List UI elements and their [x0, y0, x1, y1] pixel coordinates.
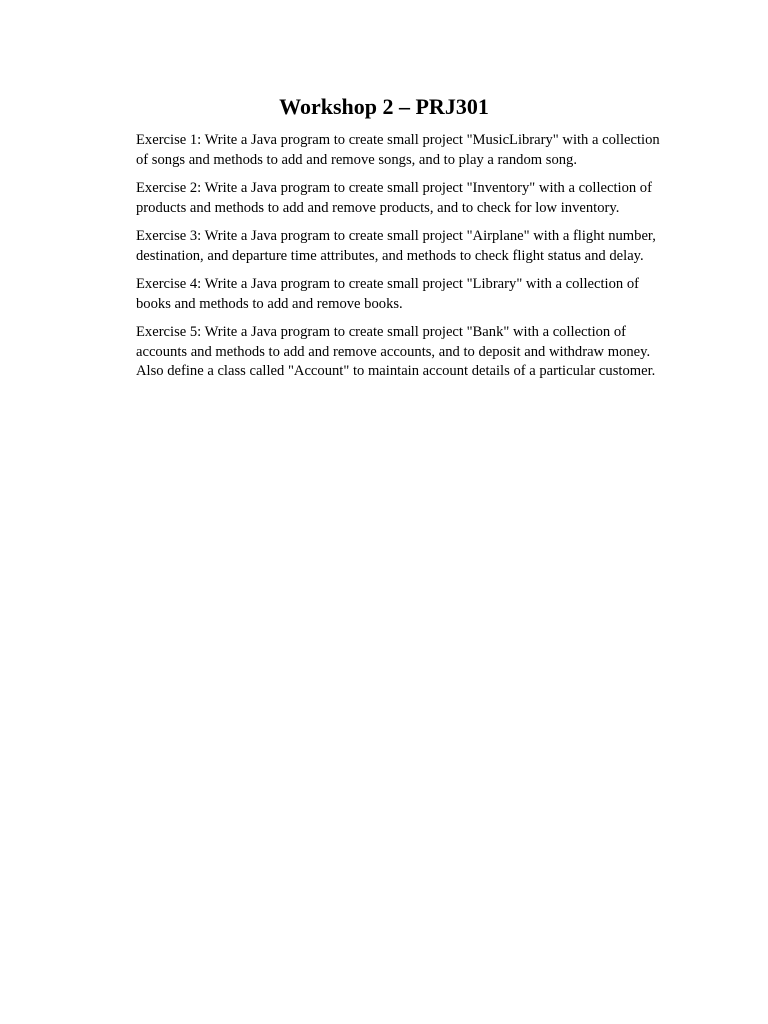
exercise-5-line-3: Also define a class called "Account" to maintain account details of a particular customer. [136, 363, 656, 379]
page-title: Workshop 2 – PRJ301 [279, 94, 489, 119]
exercise-3-line-1: Exercise 3: Write a Java program to create small project "Airplane" with a flight number, [136, 228, 656, 244]
exercise-5-line-2: accounts and methods to add and remove accounts, and to deposit and withdraw money. [136, 343, 651, 360]
exercise-5 [136, 323, 696, 382]
exercise-3 [136, 227, 696, 266]
exercise-4-line-2: books and methods to add and remove books. [136, 295, 403, 312]
exercise-2-line-2: products and methods to add and remove products, and to check for low inventory. [136, 199, 620, 216]
exercise-1-line-2: of songs and methods to add and remove songs, and to play a random song. [136, 151, 577, 168]
exercise-1-line-1: Exercise 1: Write a Java program to create small project "MusicLibrary" with a collection [136, 132, 660, 148]
exercise-5-line-1: Exercise 5: Write a Java program to create small project "Bank" with a collection of [136, 324, 627, 340]
exercise-3-line-2: destination, and departure time attributes, and methods to check flight status and delay. [136, 247, 644, 264]
exercise-4 [136, 275, 696, 314]
exercise-2-line-1: Exercise 2: Write a Java program to create small project "Inventory" with a collection of [136, 180, 652, 196]
exercise-list [136, 131, 696, 391]
exercise-1 [136, 131, 696, 170]
exercise-2 [136, 179, 696, 218]
exercise-4-line-1: Exercise 4: Write a Java program to create small project "Library" with a collection of [136, 276, 639, 292]
